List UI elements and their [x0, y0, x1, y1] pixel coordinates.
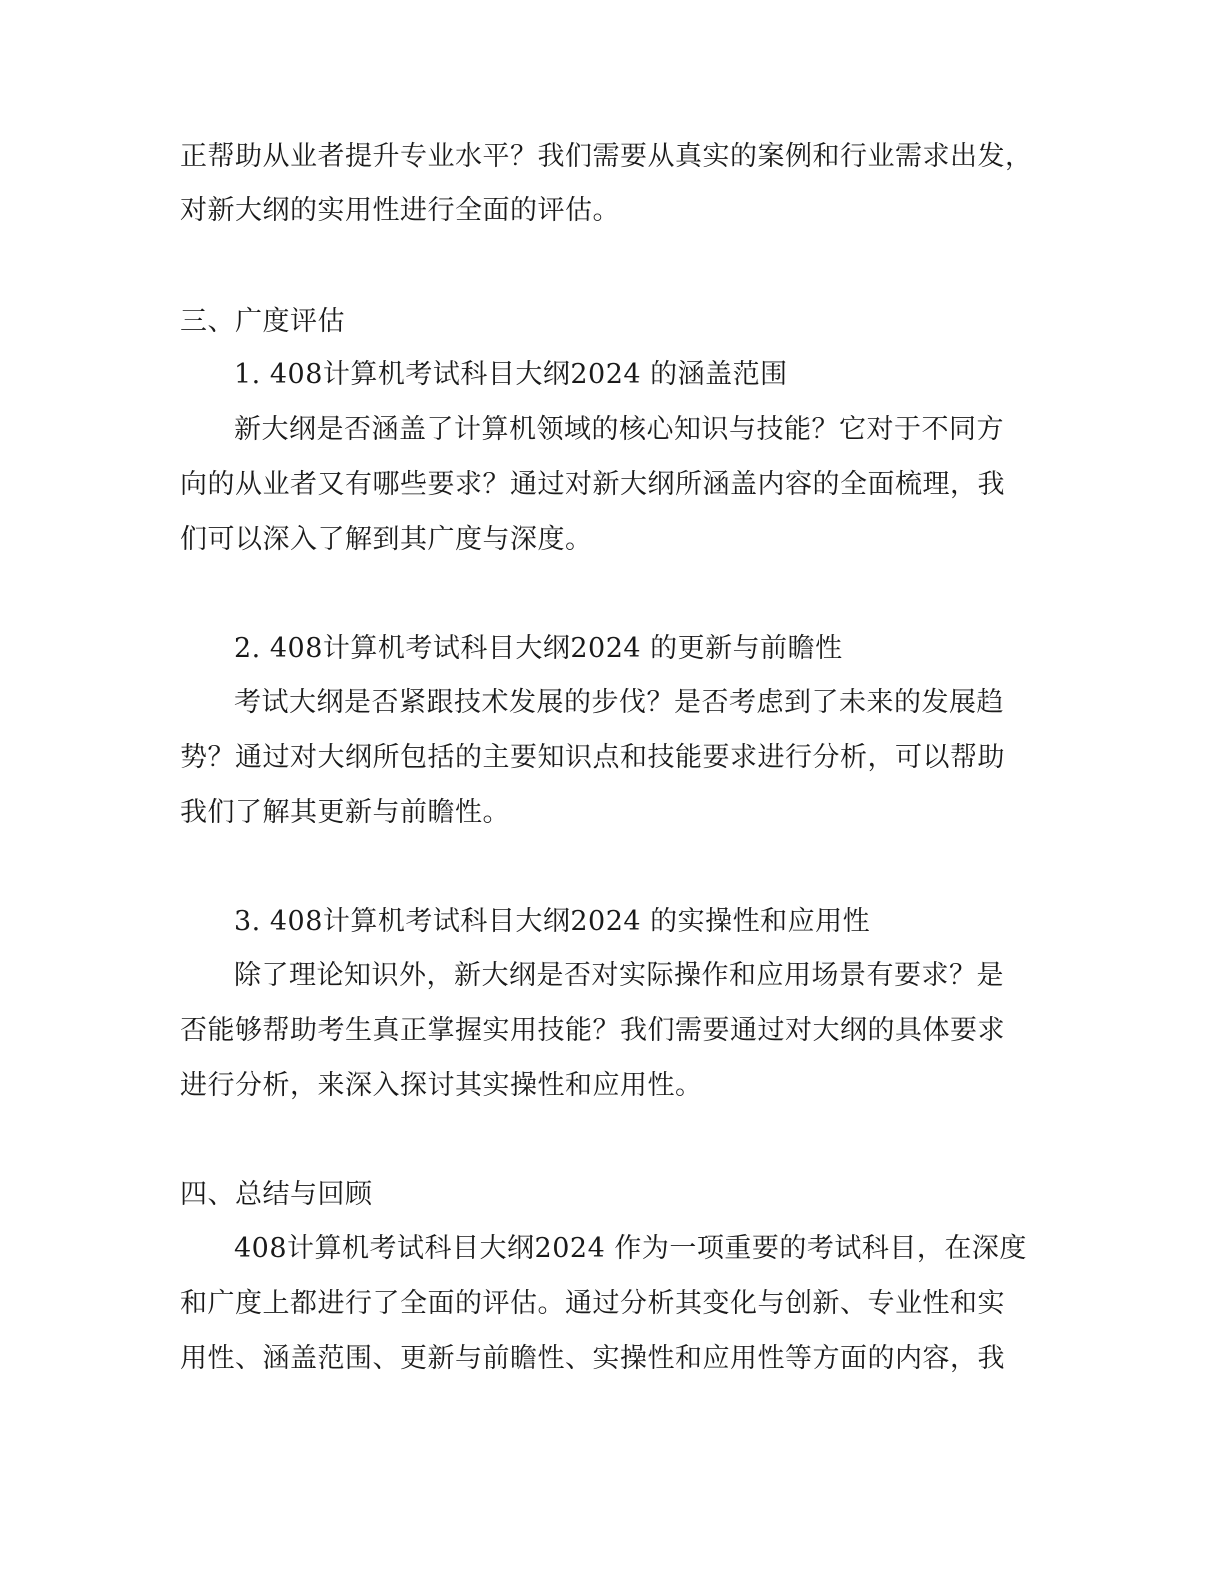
subsection-1-heading: 1. 408计算机考试科目大纲2024 的涵盖范围	[234, 359, 788, 390]
subsection-2-heading: 2. 408计算机考试科目大纲2024 的更新与前瞻性	[234, 633, 843, 664]
section-4-line-2: 和广度上都进行了全面的评估。通过分析其变化与创新、专业性和实	[180, 1288, 1005, 1319]
subsection-2-line-1: 考试大纲是否紧跟技术发展的步伐？是否考虑到了未来的发展趋	[234, 687, 1004, 718]
subsection-1-line-2: 向的从业者又有哪些要求？通过对新大纲所涵盖内容的全面梳理，我	[180, 469, 1005, 500]
subsection-3-heading: 3. 408计算机考试科目大纲2024 的实操性和应用性	[234, 906, 871, 937]
section-4-line-1: 408计算机考试科目大纲2024 作为一项重要的考试科目，在深度	[234, 1233, 1027, 1264]
subsection-3-line-3: 进行分析，来深入探讨其实操性和应用性。	[180, 1070, 703, 1101]
intro-line-1: 正帮助从业者提升专业水平？我们需要从真实的案例和行业需求出发，	[180, 141, 1033, 172]
subsection-2-line-3: 我们了解其更新与前瞻性。	[180, 797, 510, 828]
subsection-1-line-3: 们可以深入了解到其广度与深度。	[180, 524, 593, 555]
subsection-2-line-2: 势？通过对大纲所包括的主要知识点和技能要求进行分析，可以帮助	[180, 742, 1005, 773]
section-4-line-3: 用性、涵盖范围、更新与前瞻性、实操性和应用性等方面的内容，我	[180, 1343, 1005, 1374]
subsection-3-line-1: 除了理论知识外，新大纲是否对实际操作和应用场景有要求？是	[234, 960, 1004, 991]
intro-line-2: 对新大纲的实用性进行全面的评估。	[180, 195, 620, 226]
subsection-1-line-1: 新大纲是否涵盖了计算机领域的核心知识与技能？它对于不同方	[234, 414, 1004, 445]
section-4-heading: 四、总结与回顾	[180, 1179, 373, 1210]
section-3-heading: 三、广度评估	[180, 306, 345, 337]
subsection-3-line-2: 否能够帮助考生真正掌握实用技能？我们需要通过对大纲的具体要求	[180, 1015, 1005, 1046]
